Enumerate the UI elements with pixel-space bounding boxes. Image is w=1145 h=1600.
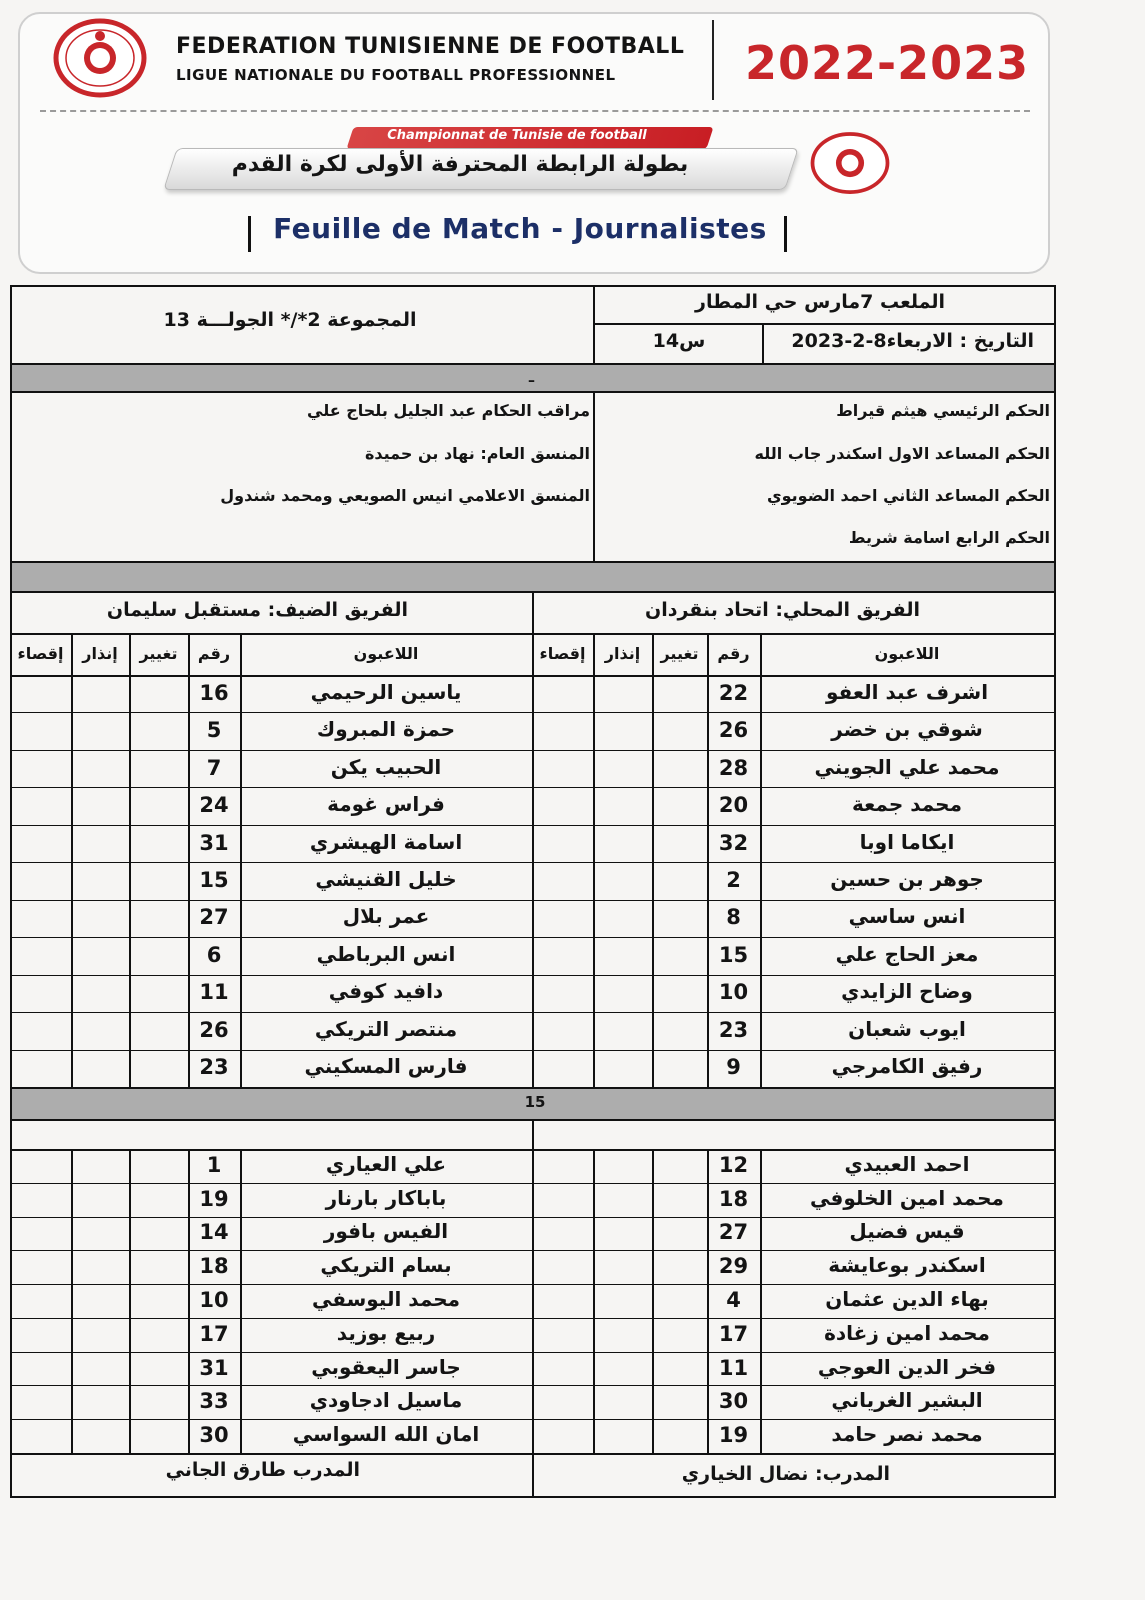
player-name: شوقي بن خضر — [831, 717, 983, 741]
away-expulsion-header: إقصاء — [17, 644, 64, 663]
player-number: 33 — [199, 1389, 229, 1413]
player-number: 9 — [726, 1055, 741, 1079]
player-name: معز الحاج علي — [835, 942, 979, 966]
header-separator — [712, 20, 714, 100]
player-name: علي العياري — [325, 1152, 447, 1176]
player-number: 18 — [718, 1187, 749, 1211]
player-name: البشير الغرياني — [831, 1388, 983, 1412]
home-change-header: تغيير — [660, 644, 699, 663]
assistant-referee-2: الحكم المساعد الثاني احمد الضويوي — [766, 486, 1050, 505]
away-coach: المدرب طارق الجاني — [165, 1459, 360, 1481]
player-name: اسامة الهيشري — [309, 830, 463, 854]
championship-label: Championnat de Tunisie de football — [387, 128, 647, 143]
assistant-referee-1: الحكم المساعد الاول اسكندر جاب الله — [754, 444, 1050, 463]
player-name: ماسيل ادجاودي — [309, 1388, 463, 1412]
player-number: 10 — [199, 1288, 229, 1312]
dashed-divider — [40, 110, 1030, 112]
player-name: ايكاما اوبا — [859, 830, 955, 854]
player-number: 19 — [718, 1423, 749, 1447]
player-number: 26 — [199, 1018, 229, 1042]
player-number: 27 — [718, 1220, 749, 1244]
match-date: التاريخ : الاربعاء8-2-2023 — [791, 330, 1034, 352]
player-number: 26 — [718, 718, 749, 742]
player-number: 18 — [199, 1254, 229, 1278]
player-number: 15 — [199, 868, 229, 892]
home-team-label: الفريق المحلي: اتحاد بنقردان — [645, 599, 920, 621]
player-name: عمر بلال — [342, 904, 430, 928]
player-name: بسام التريكي — [320, 1253, 452, 1277]
dash-mark: – — [528, 373, 535, 389]
player-name: ياسين الرحيمي — [310, 680, 462, 704]
player-number: 23 — [199, 1055, 229, 1079]
home-number-header: رقم — [717, 644, 750, 663]
player-number: 23 — [718, 1018, 749, 1042]
player-number: 28 — [718, 756, 749, 780]
home-expulsion-header: إقصاء — [539, 644, 586, 663]
player-name: محمد امين الخلوفي — [810, 1186, 1004, 1210]
player-number: 30 — [718, 1389, 749, 1413]
title-bar-right — [784, 216, 787, 252]
player-number: 11 — [199, 980, 229, 1004]
player-number: 15 — [718, 943, 749, 967]
player-name: فخر الدين العوجي — [817, 1355, 997, 1379]
away-warning-header: إنذار — [82, 644, 118, 663]
player-number: 32 — [718, 831, 749, 855]
player-number: 2 — [726, 868, 741, 892]
home-warning-header: إنذار — [604, 644, 641, 663]
away-number-header: رقم — [197, 644, 231, 663]
player-name: احمد العبيدي — [844, 1152, 970, 1176]
league-title-ar: بطولة الرابطة المحترفة الأولى لكرة القدم — [231, 152, 689, 177]
player-name: خليل القنيشي — [315, 867, 457, 891]
referee: الحكم الرئيسي هيثم قيراط — [836, 401, 1050, 420]
home-coach: المدرب: نضال الخياري — [681, 1463, 890, 1485]
player-number: 16 — [199, 681, 229, 705]
season-label: 2022-2023 — [745, 36, 1030, 90]
player-number: 17 — [199, 1322, 229, 1346]
player-number: 1 — [206, 1153, 222, 1177]
player-name: دافيد كوفي — [328, 979, 444, 1003]
player-name: محمد امين زغادة — [824, 1321, 990, 1345]
player-number: 8 — [726, 905, 741, 929]
player-name: رفيق الكامرجي — [831, 1054, 983, 1078]
sheet-title: Feuille de Match - Journalistes — [273, 212, 767, 245]
player-name: محمد نصر حامد — [831, 1422, 983, 1446]
player-name: انس البرباطي — [316, 942, 456, 966]
league-name: LIGUE NATIONALE DU FOOTBALL PROFESSIONNEL — [176, 66, 616, 84]
player-name: باباكار بارنار — [325, 1186, 447, 1210]
player-number: 17 — [718, 1322, 749, 1346]
player-name: ربيع بوزيد — [336, 1321, 436, 1345]
player-name: حمزة المبروك — [316, 717, 456, 741]
player-number: 31 — [199, 831, 229, 855]
ftf-logo-icon — [52, 18, 148, 98]
player-number: 24 — [199, 793, 229, 817]
player-name: ايوب شعبان — [848, 1017, 966, 1041]
fourth-official: الحكم الرابع اسامة شريط — [848, 528, 1050, 547]
player-name: محمد علي الجويني — [814, 755, 1000, 779]
player-name: بهاء الدين عثمان — [825, 1287, 989, 1311]
player-number: 6 — [206, 943, 222, 967]
player-name: انس ساسي — [848, 904, 966, 928]
player-number: 7 — [206, 756, 222, 780]
referee-observer: مراقب الحكام عبد الجليل بلحاج علي — [307, 401, 590, 420]
player-number: 12 — [718, 1153, 749, 1177]
player-name: الفيس بافور — [323, 1219, 449, 1243]
player-number: 11 — [718, 1356, 749, 1380]
home-players-header: اللاعبون — [874, 644, 940, 663]
player-number: 5 — [206, 718, 222, 742]
player-name: جاسر اليعقوبي — [311, 1355, 461, 1379]
general-coordinator: المنسق العام: نهاد بن حميدة — [364, 444, 590, 463]
player-number: 22 — [718, 681, 749, 705]
player-name: فراس غومة — [327, 792, 445, 816]
player-number: 14 — [199, 1220, 229, 1244]
group-round: المجموعة 2*/* الجولـــة 13 — [163, 309, 417, 331]
player-name: محمد اليوسفي — [311, 1287, 461, 1311]
player-name: محمد جمعة — [852, 792, 962, 816]
player-name: اسكندر بوعايشة — [828, 1253, 986, 1277]
media-coordinator: المنسق الاعلامي انيس الصويعي ومحمد شندول — [220, 486, 590, 505]
player-name: اشرف عبد العفو — [825, 680, 989, 704]
match-time: س14 — [652, 330, 706, 352]
away-team-label: الفريق الضيف: مستقبل سليمان — [106, 599, 408, 621]
league-logo-icon — [805, 130, 895, 196]
player-number: 10 — [718, 980, 749, 1004]
player-number: 27 — [199, 905, 229, 929]
player-number: 30 — [199, 1423, 229, 1447]
player-name: جوهر بن حسين — [830, 867, 984, 891]
federation-name: FEDERATION TUNISIENNE DE FOOTBALL — [176, 34, 685, 59]
player-number: 19 — [199, 1187, 229, 1211]
player-number: 20 — [718, 793, 749, 817]
away-players-header: اللاعبون — [353, 644, 419, 663]
match-form — [10, 285, 1056, 1498]
player-name: منتصر التريكي — [314, 1017, 458, 1041]
player-name: وضاح الزايدي — [841, 979, 973, 1003]
away-change-header: تغيير — [139, 644, 178, 663]
player-name: قيس فضيل — [849, 1219, 965, 1243]
stadium: الملعب 7مارس حي المطار — [695, 291, 945, 313]
player-number: 31 — [199, 1356, 229, 1380]
player-name: امان الله السواسي — [292, 1422, 480, 1446]
player-name: الحبيب يكن — [330, 755, 442, 779]
player-number: 4 — [726, 1288, 741, 1312]
player-number: 29 — [718, 1254, 749, 1278]
player-name: فارس المسكيني — [304, 1054, 468, 1078]
subs-divider: 15 — [524, 1093, 546, 1111]
